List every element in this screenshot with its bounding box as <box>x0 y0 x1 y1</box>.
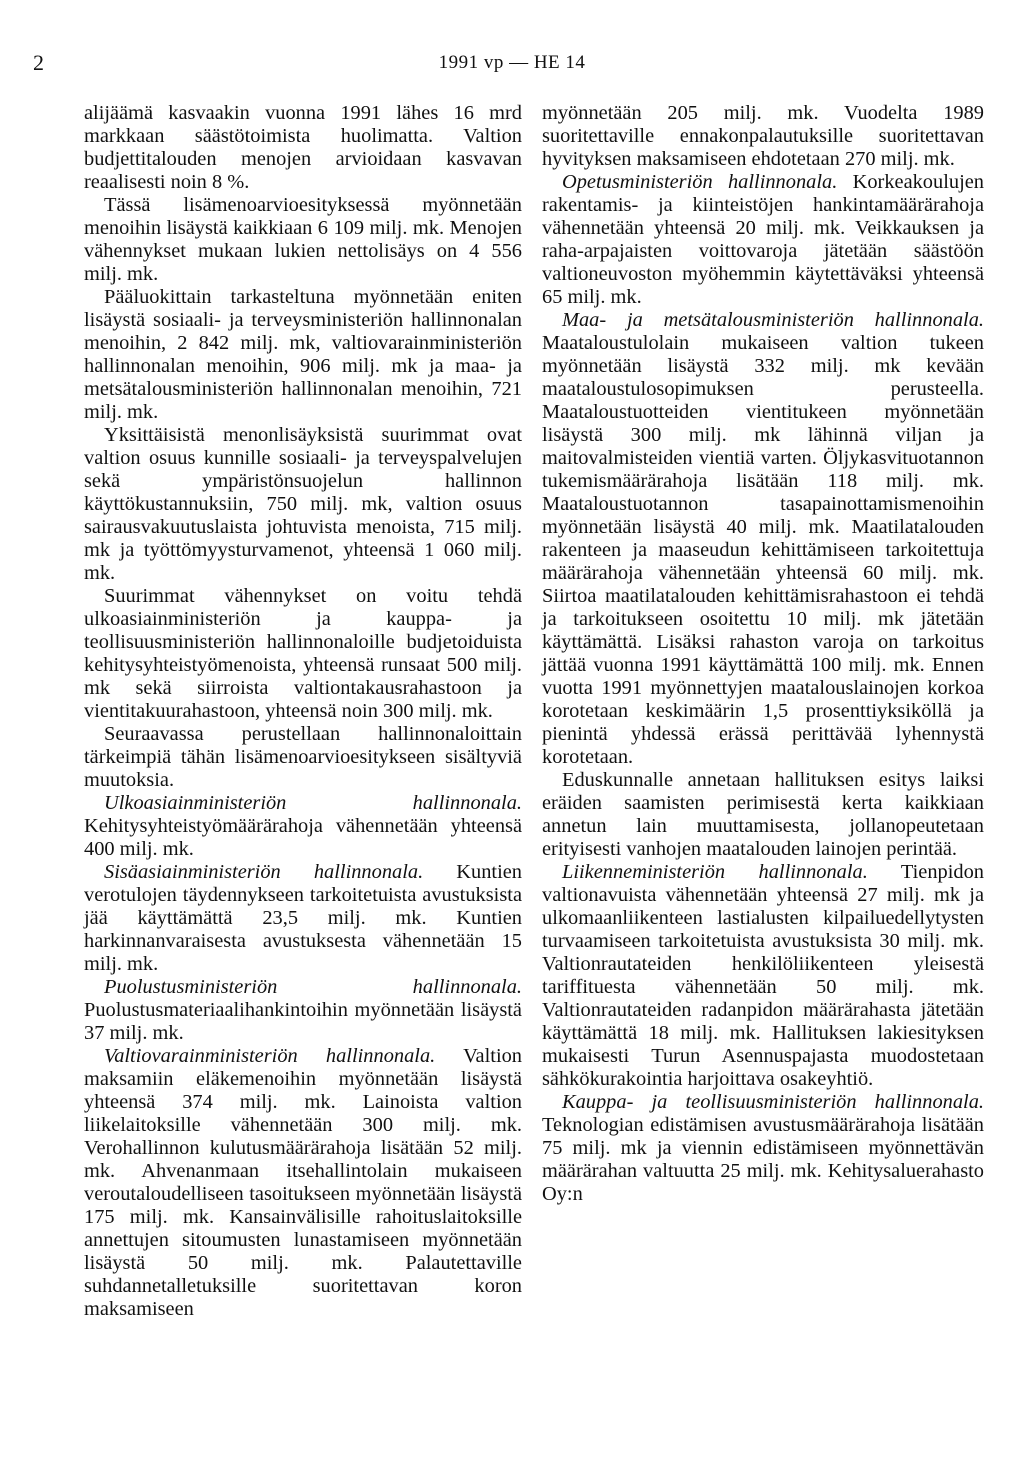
section-heading: Liikenneministeriön hallinnonala. <box>562 861 868 883</box>
paragraph: Liikenneministeriön hallinnonala. Tienpidon valtionavuista vähennetään yhteensä 27 milj. mk ja ulkomaanliikenteen lastialusten kilpailuedellytysten turvaamiseen tarkoitetuista avustuksista 30 milj. mk. Valtionrautateiden henkilöliikenteen yleisestä tariffituesta vähennetään 50 milj. mk. Valtionrautateiden radanpidon määrärahasta jätetään käyttämättä 18 milj. mk. Hallituksen lakiesityksen mukaisesti Turun Asennuspajasta muodostetaan sähkökurakointia harjoittava osakeyhtiö. <box>542 861 984 1090</box>
paragraph: Valtiovarainministeriön hallinnonala. Valtion maksamiin eläkemenoihin myönnetään lisäystä yhteensä 374 milj. mk. Lainoista valtion liikelaitoksille vähennetään 300 milj. mk. Verohallinnon kulutusmäärärahoja lisätään 52 milj. mk. Ahvenanmaan itsehallintolain mukaiseen veroutaloudelliseen tasoitukseen myönnetään lisäystä 175 milj. mk. Kansainvälisille rahoituslaitoksille annettujen sitoumusten lunastamiseen myönnetään lisäystä 50 milj. mk. Palautettaville suhdannetalletuksille suoritettavan koron maksamiseen <box>84 1045 522 1320</box>
paragraph: Pääluokittain tarkasteltuna myönnetään eniten lisäystä sosiaali- ja terveysministeriön hallinnonalan menoihin, 2 842 milj. mk, valtiovarainministeriön hallinnonalan menoihin, 906 milj. mk ja maa- ja metsätalousministeriön hallinnonalan menoihin, 721 milj. mk. <box>84 286 522 423</box>
paragraph: Seuraavassa perustellaan hallinnonaloittain tärkeimpiä tähän lisämenoarvioesitykseen sisältyviä muutoksia. <box>84 723 522 791</box>
paragraph: Kauppa- ja teollisuusministeriön hallinnonala. Teknologian edistämisen avustusmäärärahoja lisätään 75 milj. mk ja viennin edistämiseen myönnettävän määrärahan valtuutta 25 milj. mk. Kehitysaluerahasto Oy:n <box>542 1091 984 1205</box>
section-heading: Sisäasiainministeriön hallinnonala. <box>104 861 424 883</box>
section-heading: Kauppa- ja teollisuusministeriön hallinnonala. <box>562 1091 984 1113</box>
section-heading: Opetusministeriön hallinnonala. <box>562 171 838 193</box>
running-head: 1991 vp — HE 14 <box>438 52 586 73</box>
paragraph: Yksittäisistä menonlisäyksistä suurimmat ovat valtion osuus kunnille sosiaali- ja terveyspalvelujen sekä ympäristönsuojelun hallinnon käyttökustannuksiin, 750 milj. mk, valtion osuus sairausvakuutuslaista johtuvista menoista, 715 milj. mk ja työttömyysturvamenot, yhteensä 1 060 milj. mk. <box>84 424 522 584</box>
section-heading: Maa- ja metsätalousministeriön hallinnonala. <box>562 309 984 331</box>
paragraph: Ulkoasiainministeriön hallinnonala. Kehitysyhteistyömäärärahoja vähennetään yhteensä 400 milj. mk. <box>84 792 522 860</box>
paragraph: Eduskunnalle annetaan hallituksen esitys laiksi eräiden saamisten perimisestä kerta kaikkiaan annetun lain muuttamisesta, jollanopeutetaan erityisesti vanhojen maatalouden lainojen perintää. <box>542 769 984 860</box>
paragraph: Opetusministeriön hallinnonala. Korkeakoulujen rakentamis- ja kiinteistöjen hankintamäärärahoja vähennetään yhteensä 20 milj. mk. Veikkauksen ja raha-arpajaisten voittovaroja jätetään säästöön valtioneuvoston myöhemmin käytettäväksi yhteensä 65 milj. mk. <box>542 171 984 308</box>
paragraph: Suurimmat vähennykset on voitu tehdä ulkoasiainministeriön ja kauppa- ja teollisuusministeriön hallinnonaloille budjetoiduista kehitysyhteistyömenoista, yhteensä runsaat 500 milj. mk sekä siirroista valtiontakausrahastoon ja vientitakuurahastoon, yhteensä noin 300 milj. mk. <box>84 585 522 722</box>
paragraph: myönnetään 205 milj. mk. Vuodelta 1989 suoritettaville ennakonpalautuksille suoritettavan hyvityksen maksamiseen ehdotetaan 270 milj. mk. <box>542 102 984 170</box>
section-heading: Valtiovarainministeriön hallinnonala. <box>104 1045 436 1067</box>
right-column <box>542 102 984 1206</box>
paragraph: Sisäasiainministeriön hallinnonala. Kuntien verotulojen täydennykseen tarkoitetuista avustuksista jää käyttämättä 23,5 milj. mk. Kuntien harkinnanvaraisesta avustuksesta vähennetään 15 milj. mk. <box>84 861 522 975</box>
paragraph: Puolustusministeriön hallinnonala. Puolustusmateriaalihankintoihin myönnetään lisäystä 37 milj. mk. <box>84 976 522 1044</box>
paragraph: Maa- ja metsätalousministeriön hallinnonala. Maataloustulolain mukaiseen valtion tukeen myönnetään lisäystä 332 milj. mk kevään maataloustulosopimuksen perusteella. Maataloustuotteiden vientitukeen myönnetään lisäystä 300 milj. mk lähinnä viljan ja maitovalmisteiden vientiä varten. Öljykasvituotannon tukemismäärärahoja lisätään 118 milj. mk. Maataloustuotannon tasapainottamismenoihin myönnetään lisäystä 40 milj. mk. Maatilatalouden rakenteen ja maaseudun kehittämiseen tarkoitettuja määrärahoja vähennetään yhteensä 60 milj. mk. Siirtoa maatilatalouden kehittämisrahastoon ei tehdä ja tarkoitukseen osoitettu 10 milj. mk jätetään käyttämättä. Lisäksi rahaston varoja on tarkoitus jättää vuonna 1991 käyttämättä 100 milj. mk. Ennen vuotta 1991 myönnettyjen maatalouslainojen korkoa korotetaan keskimäärin 1,5 prosenttiyksiköllä ja pienintä yhdessä erässä perittävää lyhennystä korotetaan. <box>542 309 984 768</box>
section-heading: Puolustusministeriön hallinnonala. <box>104 976 522 998</box>
paragraph: alijäämä kasvaakin vuonna 1991 lähes 16 mrd markkaan säästötoimista huolimatta. Valtion budjettitalouden menojen arvioidaan kasvavan reaalisesti noin 8 %. <box>84 102 522 193</box>
section-heading: Ulkoasiainministeriön hallinnonala. <box>104 792 522 814</box>
paragraph: Tässä lisämenoarvioesityksessä myönnetään menoihin lisäystä kaikkiaan 6 109 milj. mk. Menojen vähennykset mukaan lukien nettolisäys on 4 556 milj. mk. <box>84 194 522 285</box>
page-number: 2 <box>33 50 44 75</box>
left-column <box>84 102 522 1321</box>
